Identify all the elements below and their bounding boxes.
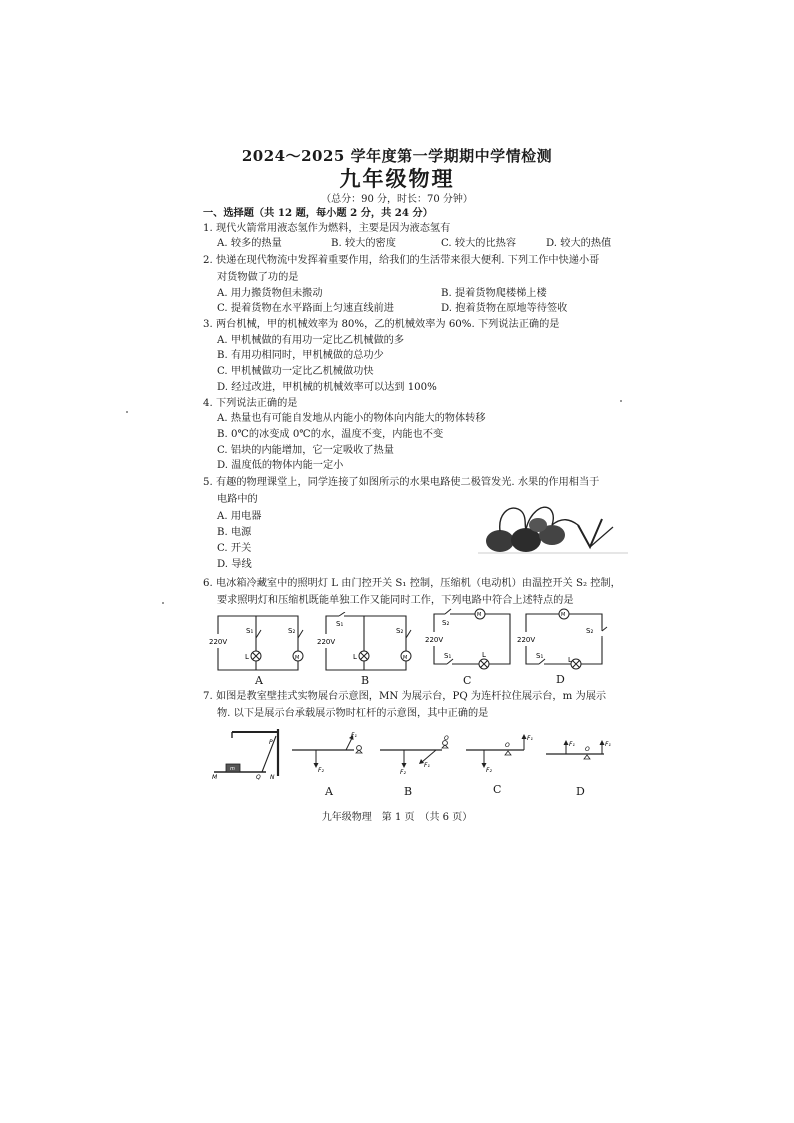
q2-option-c: C. 提着货物在水平路面上匀速直线前进 [217,303,394,314]
q3-stem: 3. 两台机械，甲的机械效率为 80%，乙的机械效率为 60%. 下列说法正确的是 [203,319,560,330]
lever-label-d: D [576,785,585,798]
page-footer: 九年级物理 第 1 页 （共 6 页） [321,812,473,823]
point-n: N [270,774,275,780]
voltage-label: 220V [209,638,228,646]
q4-stem: 4. 下列说法正确的是 [203,398,298,409]
scan-speck [126,411,128,413]
lever-label-b: B [404,785,413,798]
fulcrum-o-label: O [505,742,510,749]
lamp-label: L [482,651,486,659]
voltage-label: 220V [317,638,336,646]
q4-option-c: C. 铝块的内能增加，它一定吸收了热量 [217,445,394,456]
voltage-label: 220V [517,636,536,644]
force-f1-label: F₁ [424,762,430,769]
motor-label: M [561,612,566,618]
q5-option-a: A. 用电器 [217,511,262,522]
q1-option-a: A. 较多的热量 [217,238,282,249]
point-q: Q [256,774,261,780]
q5-stem-line1: 5. 有趣的物理课堂上，同学连接了如图所示的水果电路使二极管发光. 水果的作用相当于 [203,477,600,488]
q3-option-d: D. 经过改进，甲机械的机械效率可以达到 100% [217,382,437,393]
q7-stem-line2: 物. 以下是展示台承载展示物时杠杆的示意图，其中正确的是 [217,708,489,719]
lever-diagram-c [462,730,542,776]
point-m: M [212,774,218,780]
lamp-label: L [568,656,572,664]
q6-stem-line2: 要求照明灯和压缩机既能单独工作又能同时工作，下列电路中符合上述特点的是 [217,595,574,606]
section-heading: 一、选择题（共 12 题，每小题 2 分，共 24 分） [203,207,433,219]
s2-label: S₂ [442,619,450,627]
force-f2-label: F₂ [400,769,406,776]
s1-label: S₁ [336,620,344,628]
q4-option-b: B. 0℃的冰变成 0℃的水，温度不变，内能也不变 [217,429,444,440]
q4-option-a: A. 热量也有可能自发地从内能小的物体向内能大的物体转移 [217,413,486,424]
q2-option-b: B. 提着货物爬楼梯上楼 [441,288,547,299]
circuit-label-a: A [255,674,263,687]
fulcrum-o-label: O [444,735,449,742]
motor-label: M [477,612,482,618]
circuit-label-d: D [556,673,565,686]
fruit-circuit-image [478,495,628,557]
exam-info: （总分：90 分，时长：70 分钟） [321,194,473,205]
s2-label: S₂ [396,627,404,635]
q2-stem-line2: 对货物做了功的是 [217,272,299,283]
q3-option-a: A. 甲机械做的有用功一定比乙机械做的多 [217,335,405,346]
lamp-label: L [353,653,357,661]
q7-stem-line1: 7. 如图是教室壁挂式实物展台示意图，MN 为展示台，PQ 为连杆拉住展示台，m 为展示 [203,691,607,702]
lever-diagram-a [288,730,368,776]
s2-label: S₂ [288,627,296,635]
force-f1-label: F₁ [527,735,533,742]
lamp-label: L [245,653,249,661]
voltage-label: 220V [425,636,444,644]
motor-label: M [403,655,408,661]
q2-stem-line1: 2. 快递在现代物流中发挥着重要作用，给我们的生活带来很大便利. 下列工作中快递小哥 [203,255,600,266]
fulcrum-o-label: O [585,746,590,753]
circuit-label-c: C [463,674,472,687]
object-m: m [230,766,235,772]
point-p: P [269,739,273,746]
exam-subject-title: 九年级物理 [339,166,455,191]
force-f2-label: F₂ [486,767,492,774]
q1-option-d: D. 较大的热值 [546,238,612,249]
q5-stem-line2: 电路中的 [217,494,258,505]
force-f1-label: F₁ [351,732,357,739]
lever-diagram-d [542,730,622,776]
force-f1-label-right: F₁ [605,741,611,748]
q1-option-b: B. 较大的密度 [331,238,396,249]
q1-stem: 1. 现代火箭常用液态氢作为燃料，主要是因为液态氢有 [203,223,451,234]
q4-option-d: D. 温度低的物体内能一定小 [217,460,344,471]
q5-option-b: B. 电源 [217,527,252,538]
s1-label: S₁ [246,627,254,635]
lever-label-c: C [493,783,502,796]
force-f2-label: F₂ [318,767,324,774]
circuit-diagram-a [208,612,308,674]
lever-diagram-b [376,730,456,776]
circuit-label-b: B [361,674,370,687]
lever-label-a: A [325,785,333,798]
s2-label: S₂ [586,627,594,635]
circuit-diagram-d [516,606,608,670]
scan-speck [620,400,622,402]
display-stand-diagram [212,724,282,780]
scan-speck [162,602,164,604]
s1-label: S₁ [536,652,544,660]
q1-option-c: C. 较大的比热容 [441,238,517,249]
force-f1-label: F₁ [569,741,575,748]
q2-option-d: D. 抱着货物在原地等待签收 [441,303,568,314]
q5-option-d: D. 导线 [217,559,252,570]
q3-option-b: B. 有用功相同时，甲机械做的总功少 [217,350,384,361]
s1-label: S₁ [444,652,452,660]
q5-option-c: C. 开关 [217,543,252,554]
q3-option-c: C. 甲机械做功一定比乙机械做功快 [217,366,374,377]
q2-option-a: A. 用力搬货物但未搬动 [217,288,323,299]
circuit-diagram-c [424,606,516,670]
q6-stem-line1: 6. 电冰箱冷藏室中的照明灯 L 由门控开关 S₁ 控制，压缩机（电动机）由温控开关 S₂ 控制， [203,578,621,589]
motor-label: M [295,655,300,661]
exam-term-title: 2024～2025 学年度第一学期期中学情检测 [241,147,553,165]
circuit-diagram-b [316,612,416,674]
